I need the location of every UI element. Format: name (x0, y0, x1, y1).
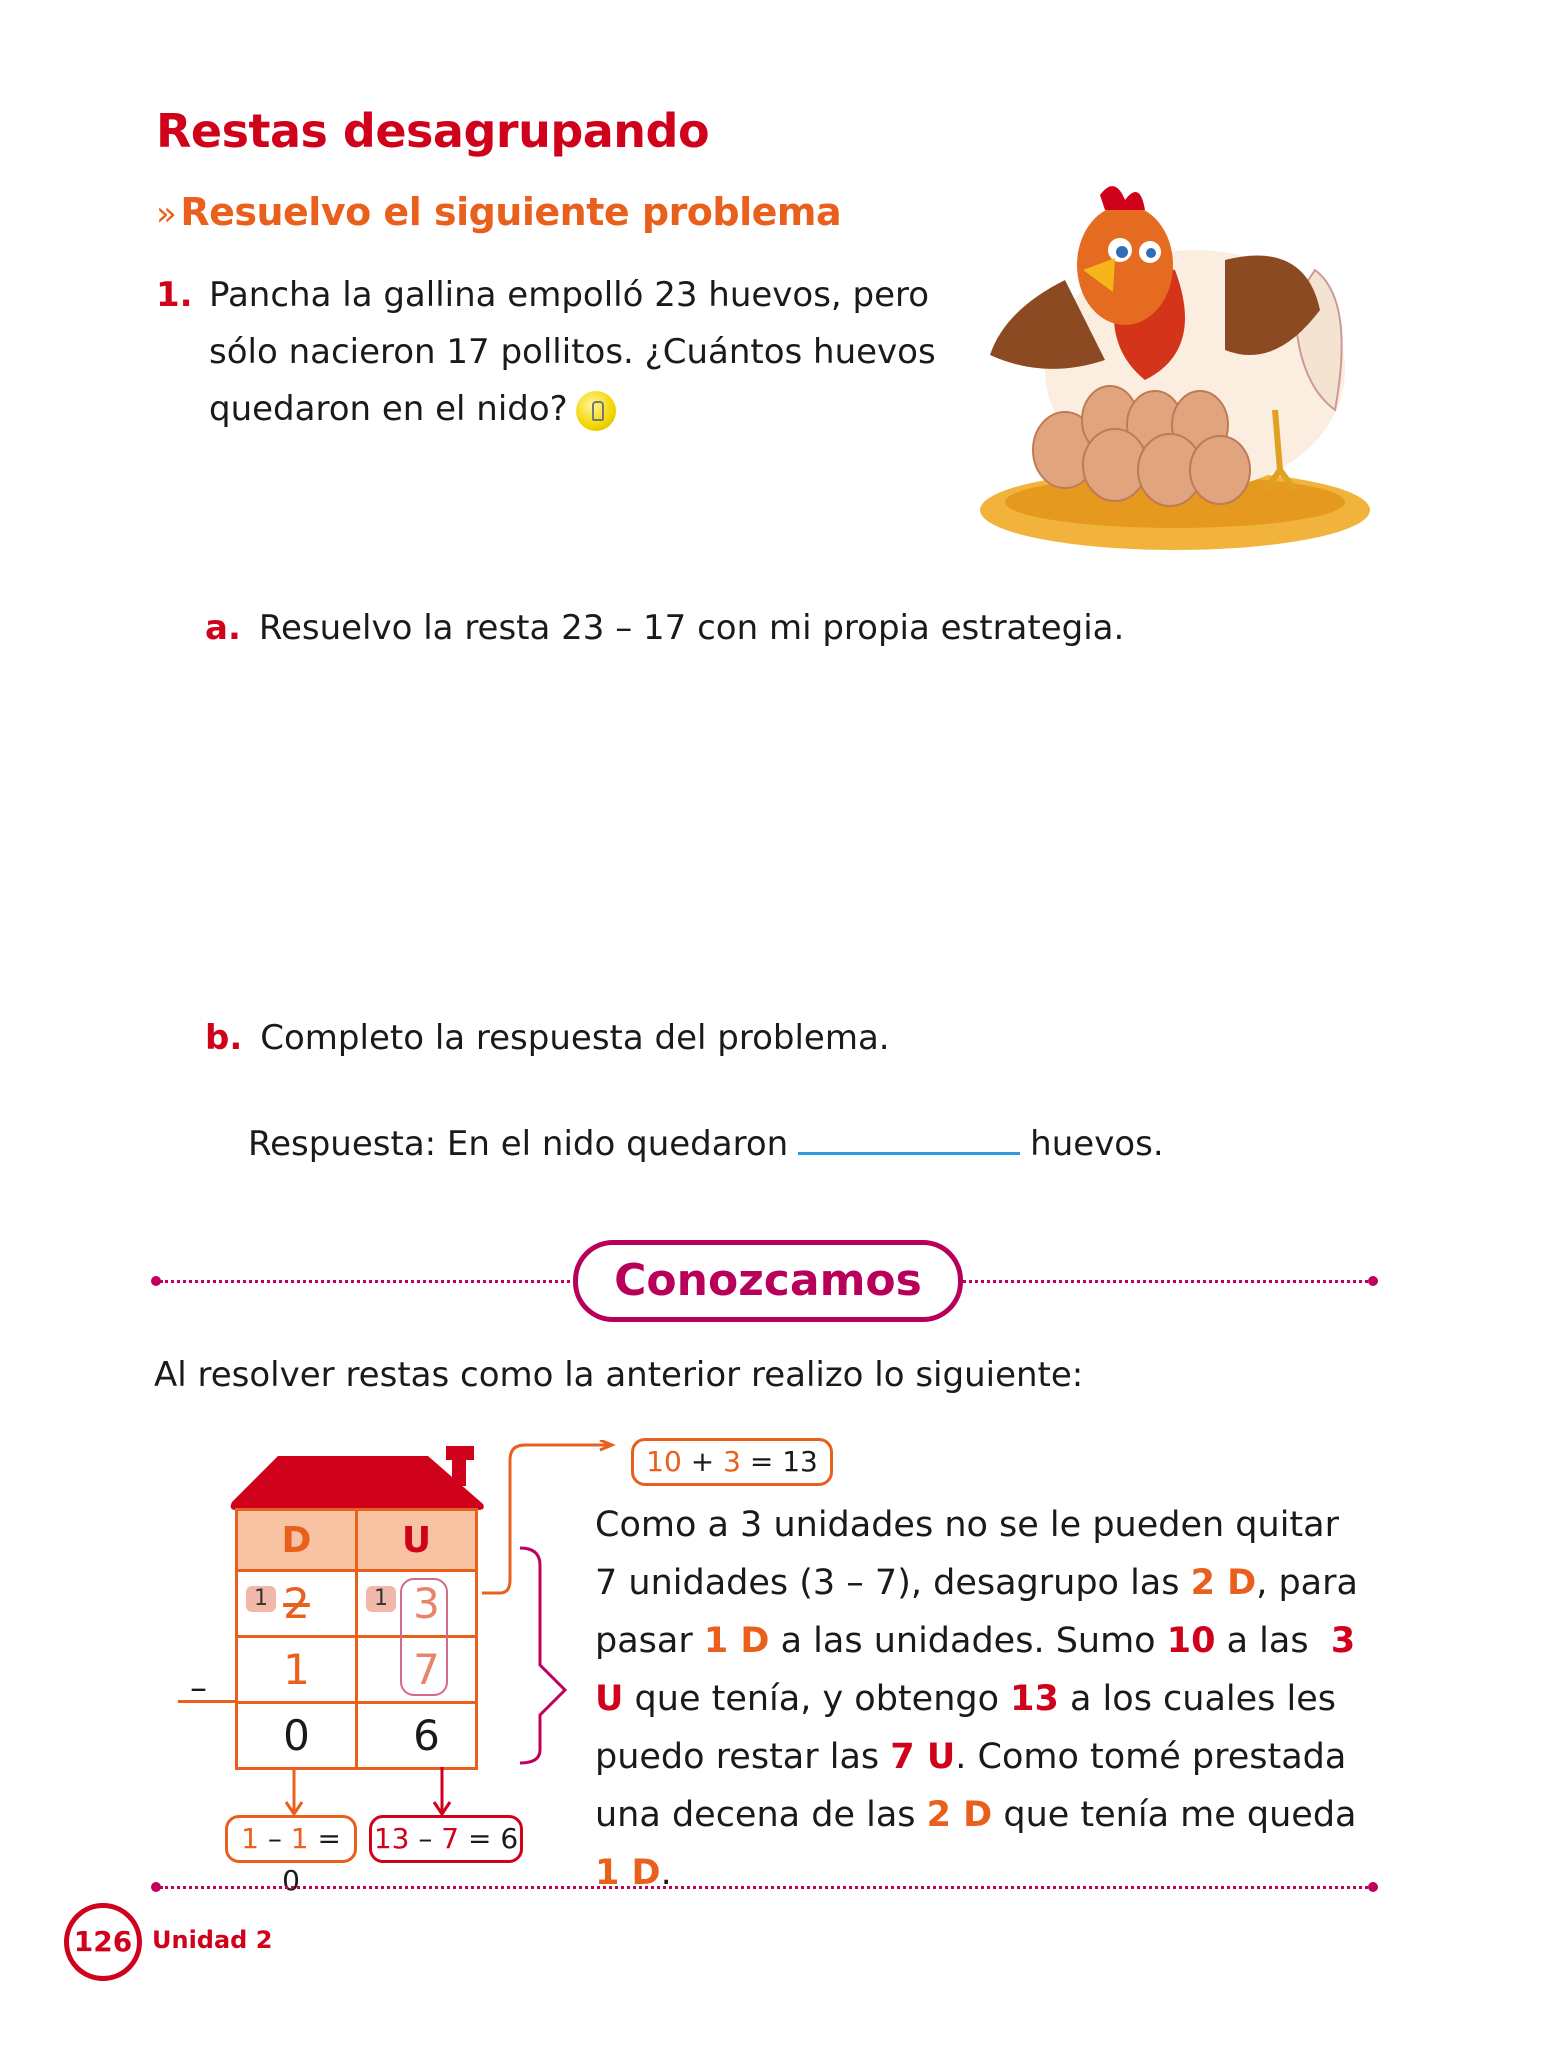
divider-dot (1368, 1276, 1378, 1286)
explanation-text: a los cuales les (1058, 1679, 1337, 1719)
explanation-text: que tenía me queda (992, 1795, 1357, 1835)
explanation-line (595, 1670, 1358, 1728)
highlight-term: 1 D (595, 1853, 661, 1893)
highlight-term: 1 D (703, 1621, 770, 1661)
section-subtitle (156, 190, 841, 234)
problem-number: 1. (156, 275, 193, 315)
explanation-line (595, 1496, 1358, 1554)
digit: 7 (413, 1645, 440, 1694)
minus-sign: – (190, 1668, 207, 1708)
arrow-to-sum (482, 1445, 610, 1593)
arrow-down-icon (434, 1767, 450, 1814)
section-intro: Al resolver restas como la anterior realizo lo siguiente: (154, 1355, 1084, 1395)
highlight-term: U (595, 1679, 624, 1719)
eq-result: = 6 (468, 1822, 519, 1855)
bottom-divider (160, 1886, 1368, 1889)
page-number: 126 (64, 1903, 142, 1981)
divider-dot (1368, 1882, 1378, 1892)
tens-equation-box (225, 1815, 357, 1897)
eq-term: 13 (373, 1822, 410, 1855)
explanation-text: a las unidades. Sumo (769, 1621, 1167, 1661)
diagram-connectors (220, 1440, 620, 1820)
explanation-text: , para (1256, 1563, 1358, 1603)
explanation-line (595, 1786, 1358, 1844)
highlight-term: 2 D (926, 1795, 993, 1835)
answer-sentence (248, 1122, 1164, 1164)
eq-term: 10 (646, 1445, 682, 1478)
explanation-paragraph (595, 1496, 1358, 1902)
crossed-digit: 2 (283, 1579, 310, 1628)
explanation-text: . (660, 1853, 672, 1893)
part-b-text: Completo la respuesta del problema. (260, 1018, 890, 1058)
units-equation-box (369, 1815, 523, 1863)
problem-line-3 (209, 381, 969, 438)
eq-term: 1 (241, 1822, 259, 1855)
part-b (205, 1018, 890, 1058)
hen-head (1077, 205, 1173, 325)
answer-prefix: Respuesta: En el nido quedaron (248, 1124, 789, 1164)
explanation-text: que tenía, y obtengo (623, 1679, 1011, 1719)
explanation-line (595, 1612, 1358, 1670)
problem-line: sólo nacieron 17 pollitos. ¿Cuántos huevos (209, 332, 936, 372)
explanation-text: una decena de las (595, 1795, 927, 1835)
problem-line: quedaron en el nido? (209, 389, 568, 429)
page-title: Restas desagrupando (156, 104, 710, 158)
header-tens: D (237, 1510, 357, 1571)
highlight-term: 13 (1010, 1679, 1059, 1719)
chevron-icon: » (156, 194, 177, 234)
strategy-work-area[interactable] (205, 680, 1355, 980)
answer-blank-input[interactable] (798, 1122, 1020, 1155)
explanation-text: puedo restar las (595, 1737, 891, 1777)
problem-text (209, 267, 969, 438)
explanation-text: Como a 3 unidades no se le pueden quitar (595, 1505, 1339, 1545)
eq-result: = 0 (282, 1822, 341, 1897)
part-a-text: Resuelvo la resta 23 – 17 con mi propia estrategia. (258, 608, 1125, 648)
subtrahend-tens: 1 (237, 1637, 357, 1703)
explanation-line (595, 1728, 1358, 1786)
unit-label: Unidad 2 (152, 1926, 273, 1954)
borrow-tag: 1 (246, 1586, 276, 1612)
arrow-down-icon (286, 1767, 302, 1814)
eq-term: 1 (290, 1822, 309, 1855)
highlight-term: 10 (1166, 1621, 1216, 1661)
part-a-label: a. (205, 608, 241, 648)
problem-line: Pancha la gallina empolló 23 huevos, pero (209, 275, 930, 315)
highlight-term: 2 D (1190, 1563, 1257, 1603)
digit: 6 (413, 1711, 440, 1760)
explanation-line (595, 1844, 1358, 1902)
brace-icon (520, 1548, 565, 1763)
conozcamos-badge: Conozcamos (573, 1240, 963, 1322)
eq-op: + (690, 1445, 715, 1478)
explanation-text: . Como tomé prestada (955, 1737, 1347, 1777)
eq-term: 7 (441, 1822, 460, 1855)
hen-illustration (975, 180, 1375, 560)
subtitle-text: Resuelvo el siguiente problema (180, 190, 842, 234)
part-a (205, 608, 1124, 648)
lightbulb-icon (576, 391, 616, 431)
sum-equation-box (631, 1438, 833, 1486)
eq-result: = 13 (749, 1445, 818, 1478)
highlight-term: 7 U (890, 1737, 956, 1777)
explanation-text: a las (1215, 1621, 1331, 1661)
explanation-text: pasar (595, 1621, 704, 1661)
result-tens: 0 (237, 1703, 357, 1769)
part-b-label: b. (205, 1018, 243, 1058)
answer-suffix: huevos. (1030, 1124, 1164, 1164)
header-units: U (357, 1510, 477, 1571)
digit: 3 (413, 1579, 440, 1628)
borrow-tag: 1 (366, 1586, 396, 1612)
eq-term: 3 (723, 1445, 741, 1478)
eq-op: – (267, 1822, 282, 1855)
eq-op: – (418, 1822, 433, 1855)
explanation-line (595, 1554, 1358, 1612)
highlight-term: 3 (1330, 1621, 1356, 1661)
explanation-text: 7 unidades (3 – 7), desagrupo las (595, 1563, 1191, 1603)
